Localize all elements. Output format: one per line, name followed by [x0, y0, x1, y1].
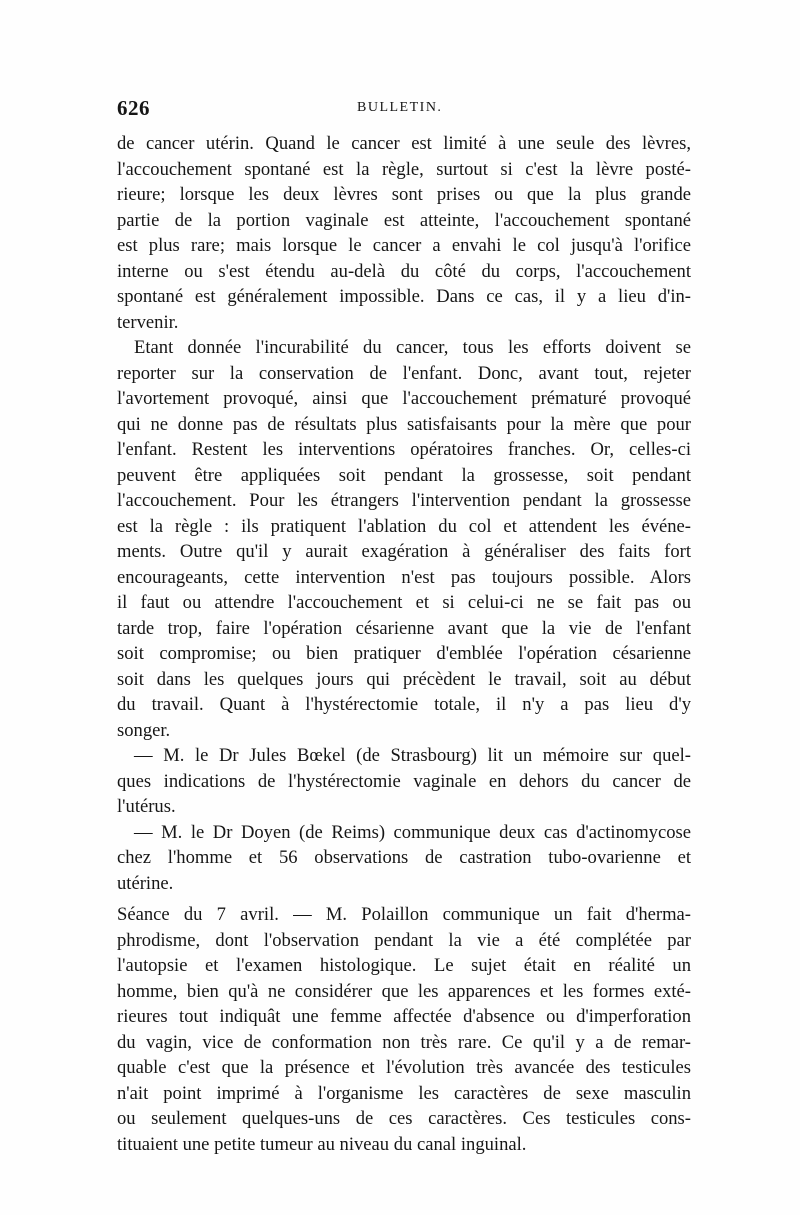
text-line: Etant donnée l'incurabilité du cancer, tous les efforts doivent se: [134, 337, 691, 358]
text-line: reporter sur la conservation de l'enfant. Donc, avant tout, rejeter: [117, 362, 691, 384]
text-line: qui ne donne pas de résultats plus satisfaisants pour la mère que pour: [117, 413, 691, 435]
text-line: phrodisme, dont l'observation pendant la vie a été complétée par: [117, 929, 691, 951]
text-line: partie de la portion vaginale est atteinte, l'accouchement spontané: [117, 209, 691, 231]
text-line: l'accouchement spontané est la règle, surtout si c'est la lèvre posté-: [117, 158, 691, 180]
text-line: il faut ou attendre l'accouchement et si celui-ci ne se fait pas ou: [117, 592, 691, 613]
body-text: [117, 131, 691, 1157]
text-line: — M. le Dr Doyen (de Reims) communique deux cas d'actinomycose: [134, 821, 691, 843]
text-line: soit compromise; ou bien pratiquer d'emblée l'opération césarienne: [117, 643, 691, 664]
text-line: tituaient une petite tumeur au niveau du canal inguinal.: [117, 1133, 527, 1155]
text-line: du travail. Quant à l'hystérectomie totale, il n'y a pas lieu d'y: [117, 694, 691, 715]
text-line: du vagin, vice de conformation non très rare. Ce qu'il y a de remar-: [117, 1031, 691, 1053]
text-line: homme, bien qu'à ne considérer que les apparences et les formes exté-: [117, 980, 691, 1002]
text-line: quable c'est que la présence et l'évolution très avancée des testicules: [117, 1057, 691, 1078]
text-line: utérine.: [117, 872, 174, 894]
text-line: encourageants, cette intervention n'est pas toujours possible. Alors: [117, 566, 691, 588]
text-line: de cancer utérin. Quand le cancer est limité à une seule des lèvres,: [117, 133, 691, 154]
text-line: peuvent être appliquées soit pendant la grossesse, soit pendant: [117, 464, 691, 486]
text-line: rieure; lorsque les deux lèvres sont prises ou que la plus grande: [117, 184, 691, 205]
text-line: interne ou s'est étendu au-delà du côté du corps, l'accouchement: [117, 260, 691, 282]
text-line: Séance du 7 avril. — M. Polaillon communique un fait d'herma-: [117, 904, 691, 925]
text-line: soit dans les quelques jours qui précèdent le travail, soit au début: [117, 668, 691, 690]
text-line: spontané est généralement impossible. Dans ce cas, il y a lieu d'in-: [117, 286, 691, 307]
running-head: [117, 96, 689, 122]
page-number: 626: [117, 96, 150, 120]
text-line: l'utérus.: [117, 796, 176, 817]
text-line: l'enfant. Restent les interventions opératoires franches. Or, celles-ci: [117, 439, 691, 460]
text-line: ou seulement quelques-uns de ces caractères. Ces testicules cons-: [117, 1108, 691, 1129]
text-line: est la règle : ils pratiquent l'ablation du col et attendent les événe-: [117, 515, 691, 537]
text-line: l'autopsie et l'examen histologique. Le sujet était en réalité un: [117, 955, 691, 976]
text-line: ments. Outre qu'il y aurait exagération à généraliser des faits fort: [117, 541, 691, 562]
text-line: songer.: [117, 719, 171, 741]
text-line: ques indications de l'hystérectomie vaginale en dehors du cancer de: [117, 770, 691, 792]
text-line: n'ait point imprimé à l'organisme les caractères de sexe masculin: [117, 1082, 691, 1104]
text-line: l'accouchement. Pour les étrangers l'intervention pendant la grossesse: [117, 490, 691, 511]
text-line: rieures tout indiquât une femme affectée d'absence ou d'imperforation: [117, 1006, 691, 1027]
text-line: l'avortement provoqué, ainsi que l'accouchement prématuré provoqué: [117, 388, 691, 409]
text-line: est plus rare; mais lorsque le cancer a envahi le col jusqu'à l'orifice: [117, 235, 691, 256]
text-line: — M. le Dr Jules Bœkel (de Strasbourg) lit un mémoire sur quel-: [134, 745, 691, 766]
text-line: tervenir.: [117, 311, 179, 333]
text-line: tarde trop, faire l'opération césarienne avant que la vie de l'enfant: [117, 617, 691, 639]
running-title: BULLETIN.: [357, 100, 443, 115]
text-line: chez l'homme et 56 observations de castration tubo-ovarienne et: [117, 847, 691, 868]
